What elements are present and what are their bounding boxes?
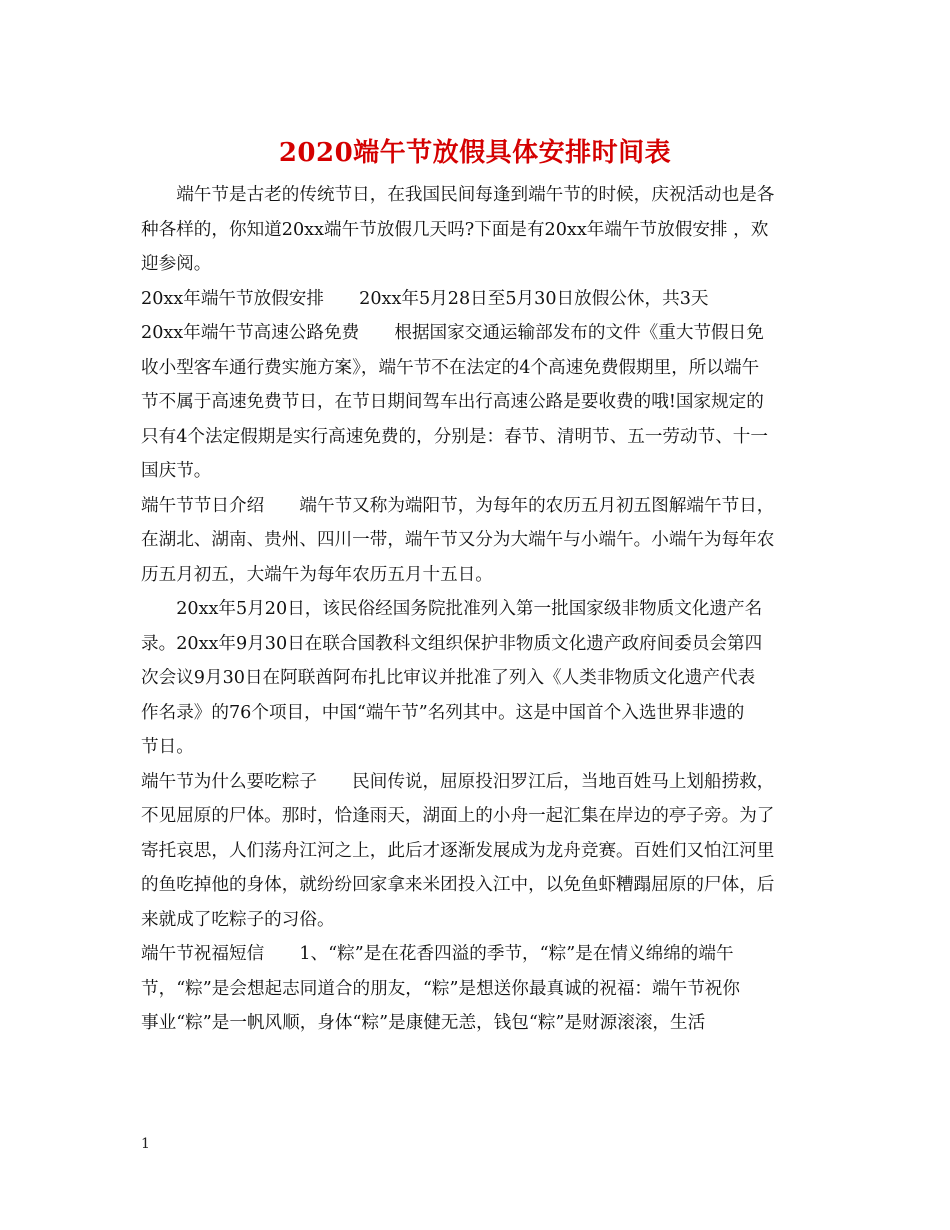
body-line: 的鱼吃掉他的身体，就纷纷回家拿来米团投入江中，以免鱼虾糟蹋屈原的尸体，后: [141, 875, 775, 895]
body-line: 端午节祝福短信 1、“粽”是在花香四溢的季节，“粽”是在情义绵绵的端午: [141, 944, 734, 964]
body-line: 寄托哀思，人们荡舟江河之上，此后才逐渐发展成为龙舟竞赛。百姓们又怕江河里: [141, 840, 775, 861]
body-line: 节日。: [141, 737, 194, 757]
page-number: 1: [141, 1136, 150, 1152]
body-line: 事业“粽”是一帆风顺，身体“粽”是康健无恙，钱包“粽”是财源滚滚，生活: [141, 1013, 706, 1033]
body-line: 只有4个法定假期是实行高速免费的，分别是：春节、清明节、五一劳动节、十一: [141, 426, 768, 447]
document-body: [141, 178, 811, 1041]
body-line: 端午节是古老的传统节日，在我国民间每逢到端午节的时候，庆祝活动也是各: [141, 185, 775, 205]
body-line: 迎参阅。: [141, 254, 212, 274]
body-line: 节不属于高速免费节日，在节日期间驾车出行高速公路是要收费的哦!国家规定的: [141, 392, 764, 412]
body-line: 收小型客车通行费实施方案》，端午节不在法定的4个高速免费假期里，所以端午: [141, 357, 760, 378]
body-line: 端午节为什么要吃粽子 民间传说，屈原投汨罗江后，当地百姓马上划船捞救，: [141, 771, 775, 792]
body-line: 录。20xx年9月30日在联合国教科文组织保护非物质文化遗产政府间委员会第四: [141, 633, 763, 654]
body-line: 20xx年5月20日，该民俗经国务院批准列入第一批国家级非物质文化遗产名: [141, 599, 763, 619]
body-line: 节，“粽”是会想起志同道合的朋友，“粽”是想送你最真诚的祝福：端午节祝你: [141, 978, 740, 999]
body-line: 20xx年端午节放假安排 20xx年5月28日至5月30日放假公休，共3天: [141, 288, 709, 309]
body-line: 20xx年端午节高速公路免费 根据国家交通运输部发布的文件《重大节假日免: [141, 323, 764, 343]
body-line: 来就成了吃粽子的习俗。: [141, 909, 335, 930]
body-line: 次会议9月30日在阿联酋阿布扎比审议并批准了列入《人类非物质文化遗产代表: [141, 668, 756, 688]
document-title: 2020端午节放假具体安排时间表: [278, 138, 672, 168]
body-line: 历五月初五，大端午为每年农历五月十五日。: [141, 564, 493, 585]
body-line: 种各样的，你知道20xx端午节放假几天吗?下面是有20xx年端午节放假安排 ，欢: [141, 219, 769, 240]
body-line: 作名录》的76个项目，中国“端午节”名列其中。这是中国首个入选世界非遗的: [141, 702, 745, 723]
body-line: 国庆节。: [141, 461, 212, 481]
body-line: 端午节节日介绍 端午节又称为端阳节，为每年的农历五月初五图解端午节日，: [141, 495, 775, 516]
body-line: 不见屈原的尸体。那时，恰逢雨天，湖面上的小舟一起汇集在岸边的亭子旁。为了: [141, 806, 775, 826]
body-line: 在湖北、湖南、贵州、四川一带，端午节又分为大端午与小端午。小端午为每年农: [141, 530, 775, 550]
